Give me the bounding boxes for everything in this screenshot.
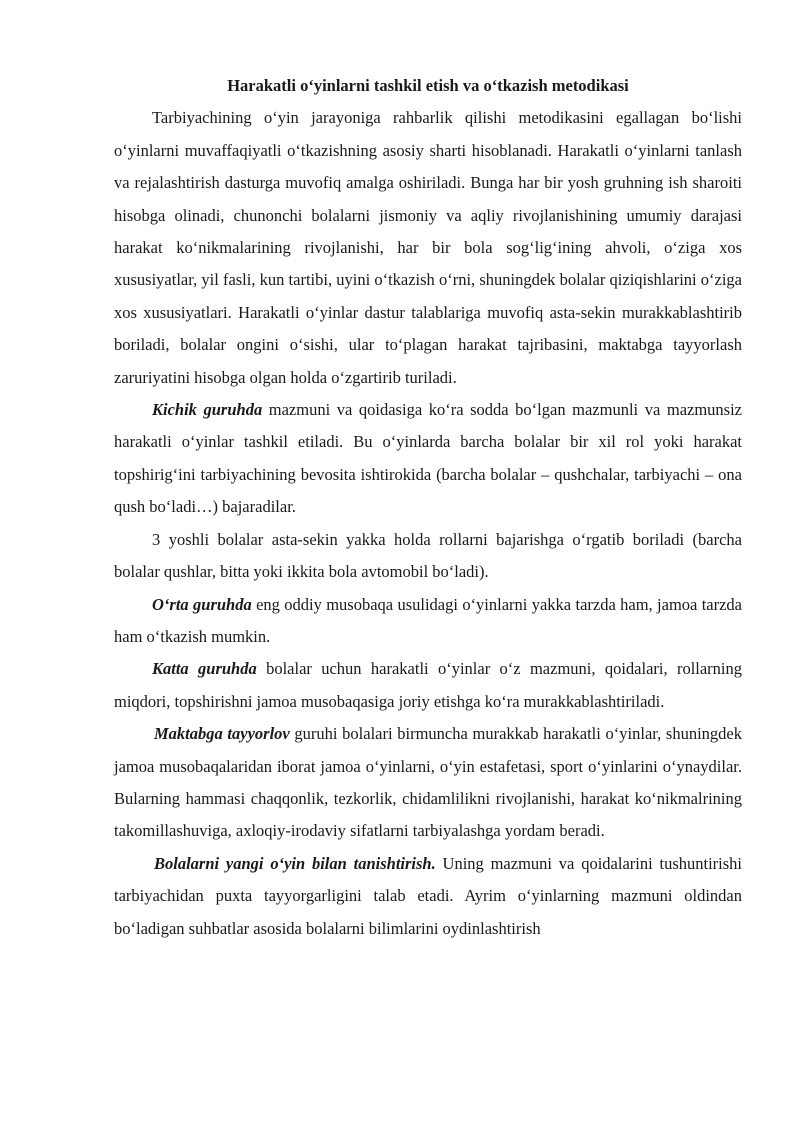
document-page: [114, 70, 742, 945]
paragraph-lead: O‘rta guruhda: [152, 594, 252, 614]
paragraph-kichik-guruh: [114, 394, 742, 524]
paragraph-text: Tarbiyachining o‘yin jarayoniga rahbarlik qilishi metodikasini egallagan bo‘lishi o‘yinlarni muvaffaqiyatli o‘tkazishning asosiy sharti hisoblanadi. Harakatli o‘yinlarni tanlash va rejalashtirish dasturga muvofiq amalga oshiriladi. Bunga har bir yosh gruhning ish sharoiti hisobga olinadi, chunonchi bolalarni jismoniy va aqliy rivojlanishining umumiy darajasi harakat ko‘nikmalarining rivojlanishi, har bir bola sog‘lig‘ining ahvoli, o‘ziga xos xususiyatlar, yil fasli, kun tartibi, uyini o‘tkazish o‘rni, shuningdek bolalar qiziqishlarini o‘ziga xos xususiyatlari. Harakatli o‘yinlar dastur talablariga muvofiq asta-sekin murakkablashtirib boriladi, bolalar ongini o‘sishi, ular to‘plagan harakat tajribasini, maktabga tayyorlash zaruriyatini hisobga olgan holda o‘zgartirib turiladi.: [114, 108, 742, 387]
paragraph-yangi-oyin: [114, 848, 742, 945]
paragraph-text: guruhi bolalari birmuncha murakkab harakatli o‘yinlar, shuningdek jamoa musobaqalaridan iborat jamoa o‘yinlarni, o‘yin estafetasi, sport o‘yinlarini o‘ynaydilar. Bularning hammasi chaqqonlik, tezkorlik, chidamlilikni rivojlanishi, harakat ko‘nikmalrining takomillashuviga, axloqiy-irodaviy sifatlarni tarbiyalashga yordam beradi.: [114, 724, 742, 841]
paragraph-text: bolalar uchun harakatli o‘yinlar o‘z mazmuni, qoidalari, rollarning miqdori, topshirishni jamoa musobaqasiga joriy etishga ko‘ra murakkablashtiriladi.: [114, 659, 743, 711]
paragraph-text: mazmuni va qoidasiga ko‘ra sodda bo‘lgan mazmunli va mazmunsiz harakatli o‘yinlar tashkil etiladi. Bu o‘yinlarda barcha bolalar bir xil rol yoki harakat topshirig‘ini tarbiyachining bevosita ishtirokida (barcha bolalar – qushchalar, tarbiyachi – ona qush bo‘ladi…) bajaradilar.: [114, 400, 742, 517]
paragraph-lead: Kichik guruhda: [152, 400, 263, 420]
paragraph-lead: Bolalarni yangi o‘yin bilan tanishtirish.: [154, 853, 436, 873]
paragraph-lead: Maktabga tayyorlov: [154, 724, 290, 744]
paragraph-intro: [114, 102, 742, 394]
paragraph-text: eng oddiy musobaqa usulidagi o‘yinlarni yakka tarzda ham, jamoa tarzda ham o‘tkazish mumkin.: [114, 594, 743, 646]
paragraph-maktabga-tayyorlov: [114, 718, 742, 848]
paragraph-3-yoshli: [114, 524, 742, 589]
paragraph-text: Uning mazmuni va qoidalarini tushuntirishi tarbiyachidan puxta tayyorgarligini talab etadi. Ayrim o‘yinlarning mazmuni oldindan bo‘ladigan suhbatlar asosida bolalarni bilimlarini oydinlashtirish: [114, 853, 742, 938]
document-title: Harakatli o‘yinlarni tashkil etish va o‘tkazish metodikasi: [227, 76, 629, 95]
paragraph-orta-guruh: [114, 589, 742, 654]
paragraph-katta-guruh: [114, 653, 742, 718]
paragraph-text: 3 yoshli bolalar asta-sekin yakka holda rollarni bajarishga o‘rgatib boriladi (barcha bolalar qushlar, bitta yoki ikkita bola avtomobil bo‘ladi).: [114, 529, 742, 582]
paragraph-lead: Katta guruhda: [152, 659, 257, 679]
